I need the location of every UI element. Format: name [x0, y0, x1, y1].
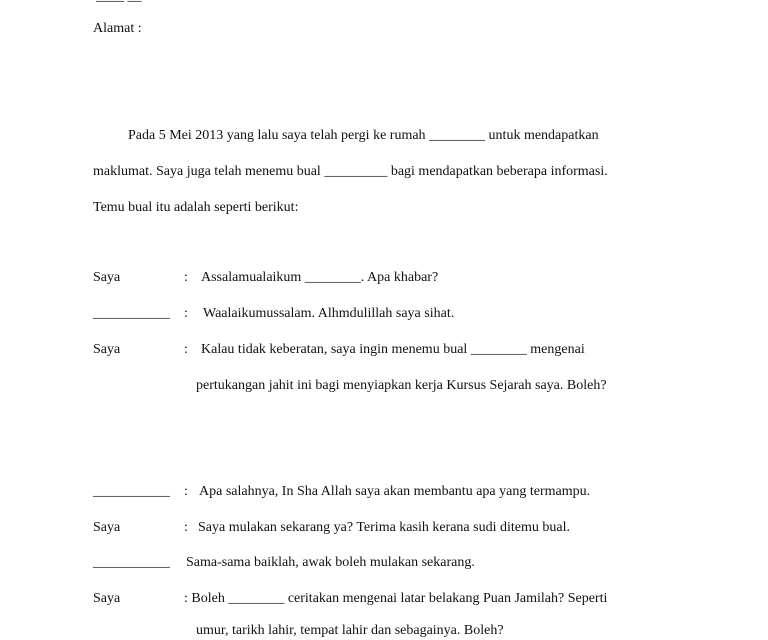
dialogue-speaker: Saya [93, 520, 121, 535]
dialogue-colon: : [184, 520, 188, 535]
dialogue-speaker: Saya [93, 270, 121, 285]
dialogue-colon: : [184, 270, 188, 285]
dialogue-text: Sama-sama baiklah, awak boleh mulakan sekarang. [186, 555, 475, 570]
dialogue-speaker: Saya [93, 342, 121, 357]
dialogue-colon: : [184, 484, 188, 499]
dialogue-text: Waalaikumussalam. Alhmdulillah saya sihat. [203, 306, 455, 321]
dialogue-speaker: ___________ [93, 484, 170, 499]
dialogue-colon: : [184, 342, 188, 357]
intro-line-1: Pada 5 Mei 2013 yang lalu saya telah pergi ke rumah ________ untuk mendapatkan [128, 128, 599, 143]
dialogue-continuation: pertukangan jahit ini bagi menyiapkan kerja Kursus Sejarah saya. Boleh? [196, 378, 607, 393]
bottom-cut-text: umur, tarikh lahir, tempat lahir dan sebagainya. Boleh? [196, 623, 504, 638]
intro-line-2: maklumat. Saya juga telah menemu bual _________ bagi mendapatkan beberapa informasi. [93, 164, 608, 179]
dialogue-text: Saya mulakan sekarang ya? Terima kasih kerana sudi ditemu bual. [198, 520, 570, 535]
dialogue-speaker: Saya [93, 591, 121, 606]
address-label: Alamat : [93, 21, 142, 36]
top-cut-text [96, 0, 142, 6]
dialogue-text: Kalau tidak keberatan, saya ingin menemu bual ________ mengenai [201, 342, 585, 357]
dialogue-text: Apa salahnya, In Sha Allah saya akan membantu apa yang termampu. [199, 484, 591, 499]
dialogue-speaker: ___________ [93, 555, 170, 570]
dialogue-speaker: ___________ [93, 306, 170, 321]
intro-line-3: Temu bual itu adalah seperti berikut: [93, 200, 299, 215]
dialogue-text: Assalamualaikum ________. Apa khabar? [201, 270, 439, 285]
dialogue-colon: : [184, 306, 188, 321]
dialogue-text: : Boleh ________ ceritakan mengenai latar belakang Puan Jamilah? Seperti [184, 591, 608, 606]
